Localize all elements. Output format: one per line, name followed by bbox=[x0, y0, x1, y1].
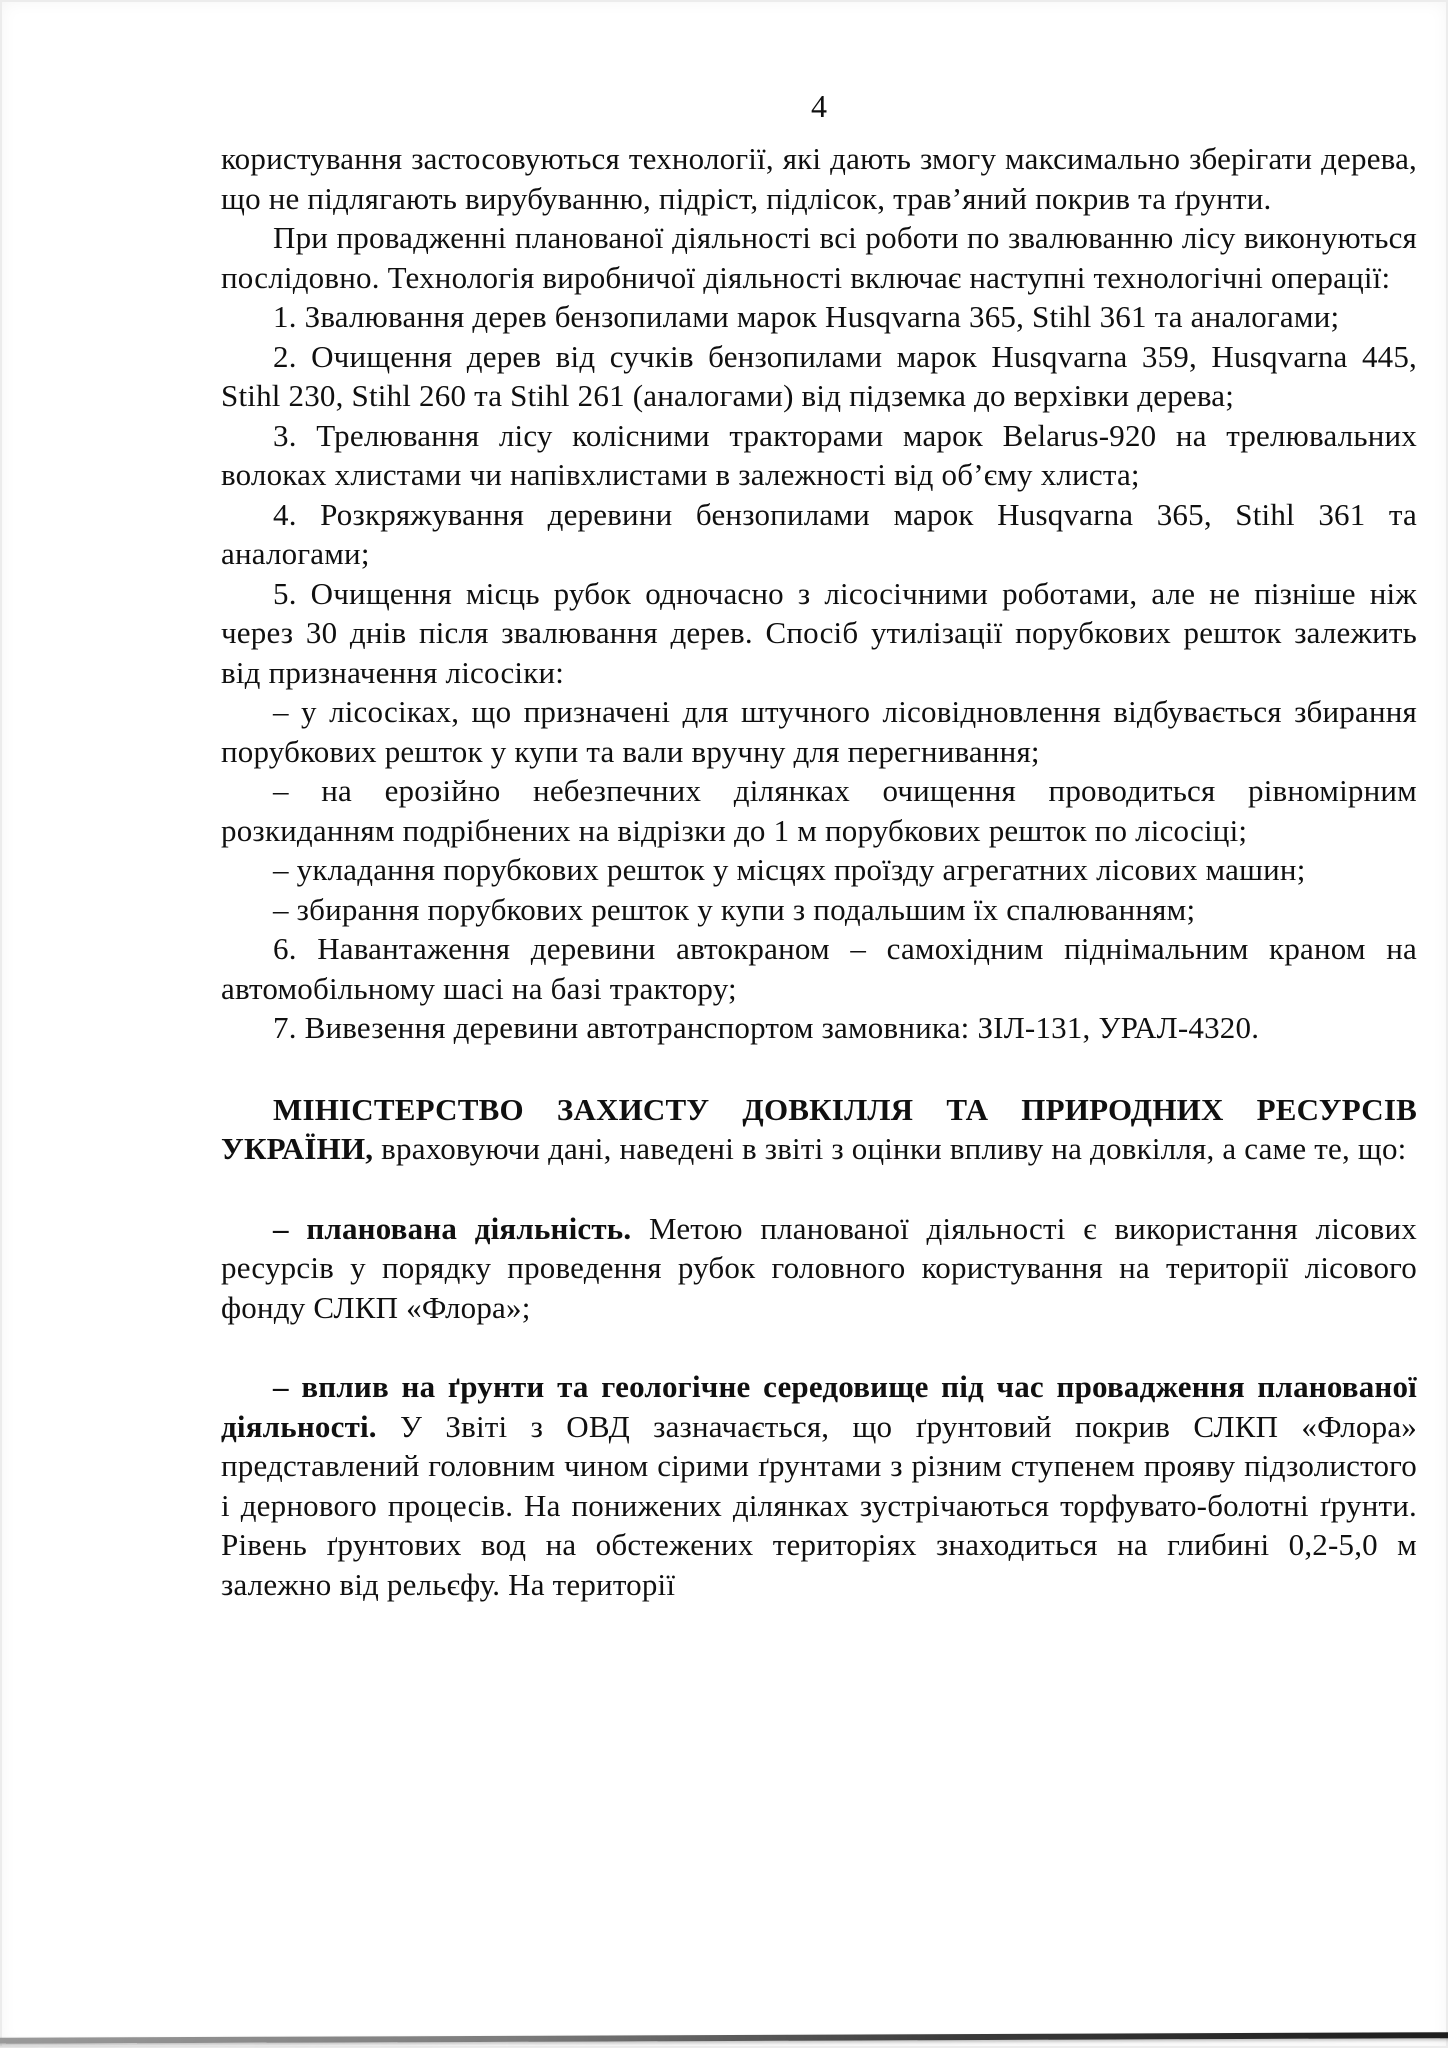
soil-impact-paragraph bbox=[221, 1367, 1417, 1604]
paragraph-text: 2. Очищення дерев від сучків бензопилами марок Husqvarna 359, Husqvarna 445, Stihl 230, Stihl 260 та Stihl 261 (аналогами) від підземка до верхівки дерева; bbox=[221, 338, 1417, 413]
paragraph-bold-lead: МІНІСТЕРСТВО ЗАХИСТУ ДОВКІЛЛЯ ТА ПРИРОДНИХ РЕСУРСІВ УКРАЇНИ, bbox=[221, 1091, 1417, 1166]
paragraph-text: враховуючи дані, наведені в звіті з оцінки впливу на довкілля, а саме те, що: bbox=[373, 1131, 1407, 1166]
list-item-dash bbox=[221, 771, 1417, 850]
list-item bbox=[221, 495, 1417, 574]
paragraph-bold-lead: – планована діяльність. bbox=[273, 1210, 632, 1246]
paragraph-text: При провадженні планованої діяльності всі роботи по звалюванню лісу виконуються послідовно. Технологія виробничої діяльності включає наступні технологічні операції: bbox=[221, 220, 1417, 295]
paragraph-text: – укладання порубкових решток у місцях проїзду агрегатних лісових машин; bbox=[273, 852, 1306, 887]
paragraph-text: Метою планованої діяльності є використання лісових ресурсів у порядку проведення рубок головного користування на території лісового фонду СЛКП «Флора»; bbox=[221, 1210, 1417, 1325]
list-item bbox=[221, 337, 1417, 416]
paragraph-text: 3. Трелювання лісу колісними тракторами марок Belarus-920 на трелювальних волоках хлистами чи напівхлистами в залежності від об’єму хлиста; bbox=[221, 417, 1417, 492]
list-item bbox=[221, 574, 1417, 693]
list-item bbox=[221, 929, 1417, 1008]
paragraph-text: – на ерозійно небезпечних ділянках очищення проводиться рівномірним розкиданням подрібнених на відрізки до 1 м порубкових решток по лісосіці; bbox=[221, 773, 1417, 848]
paragraph-text: 1. Звалювання дерев бензопилами марок Husqvarna 365, Stihl 361 та аналогами; bbox=[273, 299, 1340, 334]
paragraph-text: – у лісосіках, що призначені для штучного лісовідновлення відбувається збирання порубкових решток у купи та вали вручну для перегнивання; bbox=[221, 694, 1417, 769]
paragraph-text: – збирання порубкових решток у купи з подальшим їх спалюванням; bbox=[273, 891, 1196, 927]
list-item-dash bbox=[221, 890, 1417, 930]
list-item bbox=[221, 297, 1417, 337]
planned-activity-paragraph bbox=[221, 1209, 1417, 1328]
paragraph-text: У Звіті з ОВД зазначається, що ґрунтовий покрив СЛКП «Флора» представлений головним чином сірими ґрунтами з різним ступенем прояву підзолистого і дернового процесів. На понижених ділянках зустрічаються торфувато-болотні ґрунти. Рівень ґрунтових вод на обстежених територіях знаходиться на глибині 0,2-5,0 м залежно від рельєфу. На території bbox=[221, 1408, 1417, 1602]
paragraph-text: 7. Вивезення деревини автотранспортом замовника: ЗІЛ-131, УРАЛ-4320. bbox=[273, 1010, 1260, 1045]
list-item bbox=[221, 1008, 1417, 1048]
paragraph-text: 5. Очищення місць рубок одночасно з лісосічними роботами, але не пізніше ніж через 30 днів після звалювання дерев. Спосіб утилізації порубкових решток залежить від призначення лісосіки: bbox=[221, 575, 1417, 690]
list-item bbox=[221, 416, 1417, 495]
list-item-dash bbox=[221, 850, 1417, 890]
ministry-paragraph bbox=[221, 1090, 1417, 1169]
list-item-dash bbox=[221, 692, 1417, 771]
document-body bbox=[221, 139, 1417, 1604]
paragraph-text: 6. Навантаження деревини автокраном – самохідним піднімальним краном на автомобільному шасі на базі трактору; bbox=[221, 931, 1417, 1006]
paragraph-text: користування застосовуються технології, які дають змогу максимально зберігати дерева, що не підлягають вирубуванню, підріст, підлісок, трав’яний покрив та ґрунти. bbox=[221, 141, 1417, 216]
paragraph-bold-lead: – вплив на ґрунти та геологічне середовище під час провадження планованої діяльності. bbox=[221, 1369, 1417, 1444]
paragraph bbox=[221, 218, 1417, 297]
paragraph bbox=[221, 139, 1417, 218]
page-number: 4 bbox=[811, 88, 827, 124]
scan-edge-line bbox=[0, 2032, 1448, 2044]
paragraph-text: 4. Розкряжування деревини бензопилами марок Husqvarna 365, Stihl 361 та аналогами; bbox=[221, 496, 1417, 571]
